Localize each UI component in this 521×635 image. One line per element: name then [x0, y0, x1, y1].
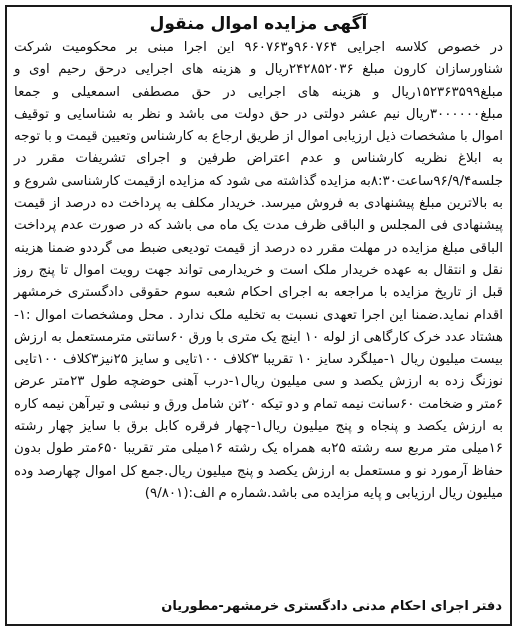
notice-body: در خصوص کلاسه اجرایی ۹۶۰۷۶۴و۹۶۰۷۶۳ این اجرا مبنی بر محکومیت شرکت شناورسازان کارون مبلغ ۲۴۲۸۵۲۰۳۶ریال و هزینه های اجرایی درحق رحیم اوی و مبلغ۱۵۲۳۶۳۵۹۹ریال و هزینه های اجرایی در حق مصطفی اسمعیلی و جمعا مبلغ۳۰۰۰۰۰۰ریال نیم عشر دولتی در حق دولت می باشد و نظر به شناسایی و توقیف اموال با مشخصات ذیل ارزیابی اموال از طریق ارجاع به کارشناس وتعیین قیمت و با توجه به ابلاغ نظریه کارشناس و عدم اعتراض طرفین و اجرای تشریفات مقرر در جلسه۹۶/۹/۴ساعت۸:۳۰به مزایده گذاشته می شود که مزایده ازقیمت کارشناسی شروع و به بالاترین مبلغ پیشنهادی به فروش میرسد. خریدار مکلف به پرداخت ده درصد از قیمت پیشنهادی فی المجلس و الباقی ظرف مدت یک ماه می باشد که در صورت عدم پرداخت الباقی مبلغ مزایده در مهلت مقرر ده درصد از قیمت تودیعی ضبط می گرددو ضمنا هزینه نقل و انتقال به عهده خریدار ملک است و خریدارمی تواند جهت رویت اموال تا پنج روز قبل از تاریخ مزایده با مراجعه به اجرای احکام شعبه سوم حقوقی دادگستری خرمشهر اقدام نماید.ضمنا این اجرا تعهدی نسبت به تخلیه ملک ندارد . محل ومشخصات اموال :۱-هشتاد عدد خرک کارگاهی از لوله ۱۰ اینچ یک متری با ورق ۶۰سانتی مترمستعمل به ارزش بیست میلیون ریال ۱-میلگرد سایز ۱۰ تقریبا ۳کلاف ۱۰۰تایی و سایز ۲۵نیز۳کلاف ۱۰۰تایی نوزنگ زده به ارزش یکصد و سی میلیون ریال۱-درب آهنی حوضچه طول ۲۳متر عرض ۶متر و ضخامت ۶۰سانت نیمه تمام و دو تیکه ۲۰تن شامل ورق و نبشی و تیرآهن نیمه کاره به ارزش یکصد و پنجاه و پنج میلیون ریال۱-چهار فرقره کابل برق با سایز چهار رشته ۱۶میلی متر مربع سه رشته ۲۵به همراه یک رشته ۱۶میلی متر تقریبا ۶۵۰متر طول بدون حفاظ آرمورد نو و مستعمل به ارزش یکصد و پنج میلیون ریال.جمع کل اموال چهارصد وده میلیون ریال ارزیابی و پایه مزایده می باشد.شماره م الف:(۹/۸۰۱) — [14, 40, 504, 501]
auction-notice — [5, 5, 512, 626]
notice-title: آگهی مزایده اموال منقول — [149, 14, 368, 34]
notice-footer-signature: دفتر اجرای احکام مدنی دادگستری خرمشهر-مطوریان — [161, 599, 502, 614]
